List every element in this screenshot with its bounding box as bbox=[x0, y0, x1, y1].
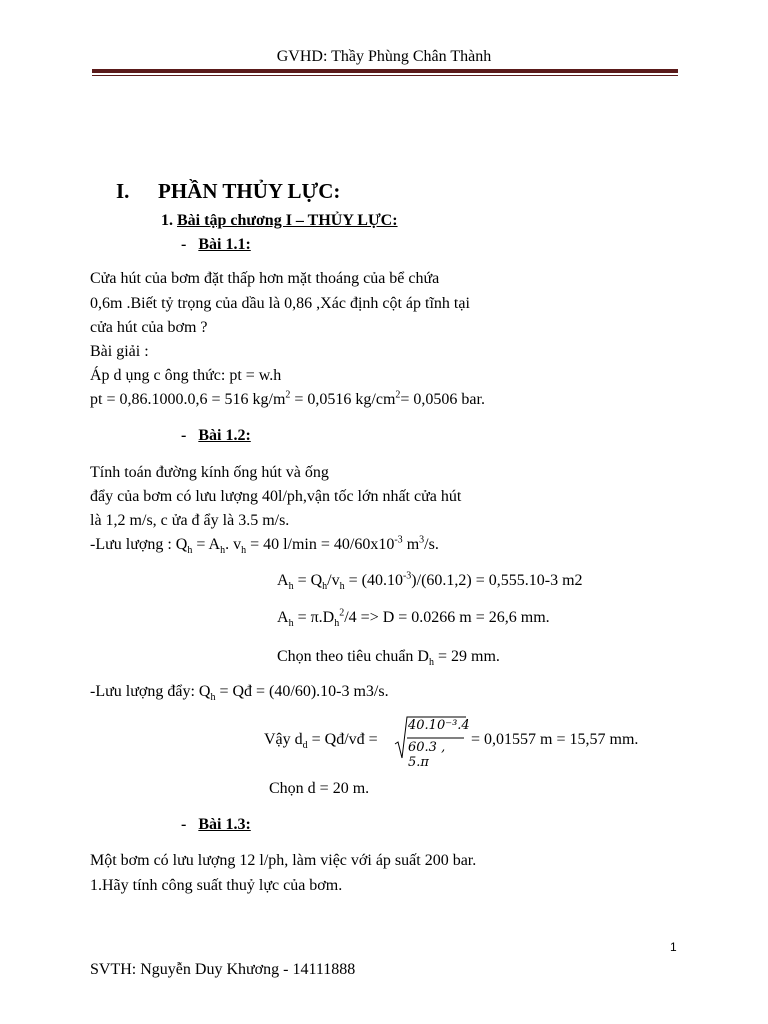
bai12-flow-line: -Lưu lượng : $Q_h = A_h$. $v_h = 40$ $l/\min = 40/60x10^{-3}$ $m^3/s$. bbox=[90, 534, 439, 557]
bai12-dash: - bbox=[181, 427, 187, 444]
fraction-denominator: 60.3 , 5.π bbox=[408, 740, 446, 770]
bai12-area-eq1: $A_h = Q_h/v_h = (40.10^{-3})/(60.1,2) = 0,555.10-3$ m2 bbox=[277, 570, 583, 593]
header-rule-thin bbox=[92, 75, 678, 76]
bai13-line2: 1.Hãy tính công suất thuỷ lực của bơm. bbox=[90, 877, 343, 894]
bai12-diameter-lhs: Vậy $d_d$ = Qđ/vđ = bbox=[264, 731, 378, 752]
page-footer: SVTH: Nguyễn Duy Khương - 14111888 bbox=[90, 961, 356, 978]
page-header: GVHD: Thầy Phùng Chân Thành bbox=[276, 48, 492, 65]
bai12-choose-standard: Chọn theo tiêu chuẩn $D_h = 29$ mm. bbox=[277, 648, 500, 669]
sqrt-fraction bbox=[394, 716, 470, 770]
bai12-title: Bài 1.2: bbox=[198, 427, 251, 444]
bai12-diameter-result: = 0,01557 m = 15,57 mm. bbox=[471, 731, 639, 748]
bai12-choose-d: Chọn d = 20 m. bbox=[269, 780, 370, 797]
section-title: PHẦN THỦY LỰC: bbox=[158, 179, 341, 203]
bai11-dash: - bbox=[181, 236, 187, 253]
bai11-line4: Bài giải : bbox=[90, 343, 149, 360]
bai13-line1: Một bơm có lưu lượng 12 l/ph, làm việc với áp suất 200 bar. bbox=[90, 852, 477, 869]
bai12-line3: là 1,2 m/s, c ửa đ ẩy là 3.5 m/s. bbox=[90, 512, 290, 529]
bai12-outflow-line: -Lưu lượng đẩy: $Q_h$ = Qđ = (40/60).10-3 m3/s. bbox=[90, 683, 389, 704]
bai13-title: Bài 1.3: bbox=[198, 816, 251, 833]
bai12-heading bbox=[181, 426, 251, 446]
bai11-line3: cửa hút của bơm ? bbox=[90, 319, 208, 336]
chapter-title: Bài tập chương I – THỦY LỰC: bbox=[177, 212, 398, 229]
chapter-number: 1. bbox=[161, 212, 173, 229]
bai11-heading bbox=[181, 235, 251, 255]
bai12-area-eq2: $A_h = \pi.D_h^2/4 => D = 0.0266$ m = 26,6 mm. bbox=[277, 607, 550, 630]
bai12-line2: đẩy của bơm có lưu lượng 40l/ph,vận tốc lớn nhất cửa hút bbox=[90, 488, 462, 505]
bai11-title: Bài 1.1: bbox=[198, 236, 251, 253]
bai11-line1: Cửa hút của bơm đặt thấp hơn mặt thoáng của bể chứa bbox=[90, 270, 440, 287]
bai11-line2: 0,6m .Biết tỷ trọng của dầu là 0,86 ,Xác định cột áp tĩnh tại bbox=[90, 295, 470, 312]
bai12-line1: Tính toán đường kính ống hút và ống bbox=[90, 464, 329, 481]
fraction-numerator: 40.10⁻³.4 bbox=[408, 718, 470, 733]
chapter-heading bbox=[161, 211, 398, 231]
bai11-line6: pt = 0,86.1000.0,6 = 516 $kg/m^2 = 0,0516$ $kg/cm^2= 0,0506$ bar. bbox=[90, 389, 485, 408]
bai11-line5: Áp d ụng c ông thức: pt = w.h bbox=[90, 367, 282, 384]
page-number: 1 bbox=[670, 940, 677, 954]
section-number: I. bbox=[116, 179, 130, 203]
header-rule-thick bbox=[92, 69, 678, 73]
bai13-heading bbox=[181, 815, 251, 835]
bai13-dash: - bbox=[181, 816, 187, 833]
